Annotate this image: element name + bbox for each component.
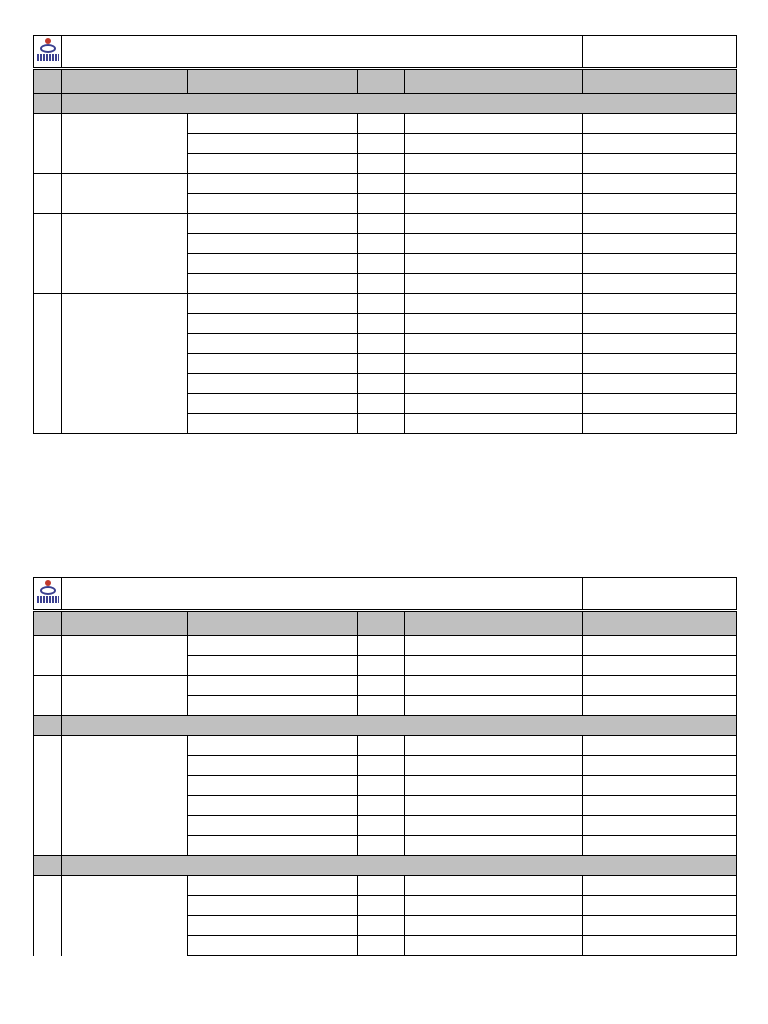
- form-sheet-1: [33, 35, 736, 434]
- description-cell[interactable]: [188, 194, 358, 214]
- status-cell[interactable]: [583, 174, 737, 194]
- col-header-qty: [358, 69, 405, 94]
- remarks-cell[interactable]: [405, 294, 583, 314]
- remarks-cell[interactable]: [405, 394, 583, 414]
- description-cell[interactable]: [188, 394, 358, 414]
- qty-cell[interactable]: [358, 656, 405, 676]
- group-item-cell: [62, 114, 188, 174]
- table-row: [34, 294, 737, 314]
- remarks-cell[interactable]: [405, 134, 583, 154]
- group-number-cell: [34, 736, 62, 856]
- description-cell[interactable]: [188, 916, 358, 936]
- status-cell[interactable]: [583, 756, 737, 776]
- status-cell[interactable]: [583, 354, 737, 374]
- description-cell[interactable]: [188, 114, 358, 134]
- status-cell[interactable]: [583, 936, 737, 956]
- form-title-cell: [62, 36, 583, 69]
- group-item-cell: [62, 214, 188, 294]
- description-cell[interactable]: [188, 414, 358, 434]
- qty-cell[interactable]: [358, 234, 405, 254]
- qty-cell[interactable]: [358, 796, 405, 816]
- col-header-no: [34, 611, 62, 636]
- col-header-no: [34, 69, 62, 94]
- remarks-cell[interactable]: [405, 756, 583, 776]
- remarks-cell[interactable]: [405, 174, 583, 194]
- form-header-row: [34, 36, 737, 69]
- remarks-cell[interactable]: [405, 836, 583, 856]
- logo-cell: [34, 578, 62, 611]
- status-cell[interactable]: [583, 736, 737, 756]
- qty-cell[interactable]: [358, 294, 405, 314]
- qty-cell[interactable]: [358, 756, 405, 776]
- group-item-cell: [62, 294, 188, 434]
- status-cell[interactable]: [583, 154, 737, 174]
- form-title-cell: [62, 578, 583, 611]
- description-cell[interactable]: [188, 294, 358, 314]
- description-cell[interactable]: [188, 354, 358, 374]
- qty-cell[interactable]: [358, 174, 405, 194]
- section-row: [34, 856, 737, 876]
- description-cell[interactable]: [188, 234, 358, 254]
- remarks-cell[interactable]: [405, 796, 583, 816]
- status-cell[interactable]: [583, 876, 737, 896]
- company-logo-icon: [37, 579, 59, 605]
- description-cell[interactable]: [188, 254, 358, 274]
- qty-cell[interactable]: [358, 836, 405, 856]
- description-cell[interactable]: [188, 756, 358, 776]
- table-row: [34, 174, 737, 194]
- form-sheet-2: [33, 577, 736, 956]
- status-cell[interactable]: [583, 896, 737, 916]
- section-title-cell: [62, 856, 737, 876]
- description-cell[interactable]: [188, 816, 358, 836]
- remarks-cell[interactable]: [405, 114, 583, 134]
- description-cell[interactable]: [188, 214, 358, 234]
- status-cell[interactable]: [583, 836, 737, 856]
- group-item-cell: [62, 636, 188, 676]
- status-cell[interactable]: [583, 656, 737, 676]
- group-number-cell: [34, 114, 62, 174]
- status-cell[interactable]: [583, 194, 737, 214]
- description-cell[interactable]: [188, 876, 358, 896]
- status-cell[interactable]: [583, 234, 737, 254]
- remarks-cell[interactable]: [405, 916, 583, 936]
- col-header-description: [188, 611, 358, 636]
- section-number-cell: [34, 856, 62, 876]
- qty-cell[interactable]: [358, 314, 405, 334]
- qty-cell[interactable]: [358, 636, 405, 656]
- description-cell[interactable]: [188, 796, 358, 816]
- status-cell[interactable]: [583, 134, 737, 154]
- status-cell[interactable]: [583, 916, 737, 936]
- remarks-cell[interactable]: [405, 656, 583, 676]
- qty-cell[interactable]: [358, 676, 405, 696]
- group-item-cell: [62, 676, 188, 716]
- col-header-remarks: [405, 611, 583, 636]
- section-title-cell: [62, 716, 737, 736]
- table-row: [34, 114, 737, 134]
- remarks-cell[interactable]: [405, 214, 583, 234]
- qty-cell[interactable]: [358, 896, 405, 916]
- remarks-cell[interactable]: [405, 314, 583, 334]
- remarks-cell[interactable]: [405, 696, 583, 716]
- qty-cell[interactable]: [358, 194, 405, 214]
- qty-cell[interactable]: [358, 354, 405, 374]
- table-row: [34, 214, 737, 234]
- qty-cell[interactable]: [358, 374, 405, 394]
- remarks-cell[interactable]: [405, 776, 583, 796]
- remarks-cell[interactable]: [405, 676, 583, 696]
- qty-cell[interactable]: [358, 214, 405, 234]
- table-row: [34, 636, 737, 656]
- qty-cell[interactable]: [358, 776, 405, 796]
- qty-cell[interactable]: [358, 414, 405, 434]
- group-number-cell: [34, 294, 62, 434]
- remarks-cell[interactable]: [405, 816, 583, 836]
- description-cell[interactable]: [188, 334, 358, 354]
- status-cell[interactable]: [583, 414, 737, 434]
- group-number-cell: [34, 636, 62, 676]
- remarks-cell[interactable]: [405, 374, 583, 394]
- qty-cell[interactable]: [358, 134, 405, 154]
- status-cell[interactable]: [583, 114, 737, 134]
- qty-cell[interactable]: [358, 696, 405, 716]
- description-cell[interactable]: [188, 174, 358, 194]
- group-number-cell: [34, 214, 62, 294]
- description-cell[interactable]: [188, 374, 358, 394]
- group-item-cell: [62, 174, 188, 214]
- status-cell[interactable]: [583, 816, 737, 836]
- section-row: [34, 94, 737, 114]
- qty-cell[interactable]: [358, 736, 405, 756]
- description-cell[interactable]: [188, 656, 358, 676]
- remarks-cell[interactable]: [405, 194, 583, 214]
- qty-cell[interactable]: [358, 274, 405, 294]
- remarks-cell[interactable]: [405, 896, 583, 916]
- qty-cell[interactable]: [358, 114, 405, 134]
- col-header-item: [62, 611, 188, 636]
- table-row: [34, 736, 737, 756]
- qty-cell[interactable]: [358, 254, 405, 274]
- group-number-cell: [34, 174, 62, 214]
- col-header-qty: [358, 611, 405, 636]
- qty-cell[interactable]: [358, 936, 405, 956]
- status-cell[interactable]: [583, 294, 737, 314]
- status-cell[interactable]: [583, 776, 737, 796]
- col-header-status: [583, 69, 737, 94]
- section-number-cell: [34, 94, 62, 114]
- column-header-row: [34, 611, 737, 636]
- status-cell[interactable]: [583, 334, 737, 354]
- remarks-cell[interactable]: [405, 636, 583, 656]
- company-logo-icon: [37, 37, 59, 63]
- qty-cell[interactable]: [358, 916, 405, 936]
- status-cell[interactable]: [583, 796, 737, 816]
- description-cell[interactable]: [188, 776, 358, 796]
- remarks-cell[interactable]: [405, 154, 583, 174]
- column-header-row: [34, 69, 737, 94]
- description-cell[interactable]: [188, 696, 358, 716]
- section-row: [34, 716, 737, 736]
- qty-cell[interactable]: [358, 394, 405, 414]
- description-cell[interactable]: [188, 314, 358, 334]
- status-cell[interactable]: [583, 254, 737, 274]
- status-cell[interactable]: [583, 374, 737, 394]
- status-cell[interactable]: [583, 314, 737, 334]
- description-cell[interactable]: [188, 134, 358, 154]
- remarks-cell[interactable]: [405, 254, 583, 274]
- group-number-cell: [34, 676, 62, 716]
- remarks-cell[interactable]: [405, 736, 583, 756]
- table-row: [34, 676, 737, 696]
- table-row: [34, 876, 737, 896]
- status-cell[interactable]: [583, 676, 737, 696]
- description-cell[interactable]: [188, 274, 358, 294]
- remarks-cell[interactable]: [405, 876, 583, 896]
- form-doc-number-cell: [583, 578, 737, 611]
- remarks-cell[interactable]: [405, 274, 583, 294]
- group-item-cell: [62, 736, 188, 856]
- description-cell[interactable]: [188, 736, 358, 756]
- status-cell[interactable]: [583, 274, 737, 294]
- remarks-cell[interactable]: [405, 334, 583, 354]
- qty-cell[interactable]: [358, 816, 405, 836]
- form-table-2: [33, 577, 737, 956]
- qty-cell[interactable]: [358, 334, 405, 354]
- section-number-cell: [34, 716, 62, 736]
- col-header-item: [62, 69, 188, 94]
- group-item-cell: [62, 876, 188, 956]
- qty-cell[interactable]: [358, 876, 405, 896]
- logo-cell: [34, 36, 62, 69]
- col-header-remarks: [405, 69, 583, 94]
- form-header-row: [34, 578, 737, 611]
- status-cell[interactable]: [583, 696, 737, 716]
- remarks-cell[interactable]: [405, 936, 583, 956]
- description-cell[interactable]: [188, 154, 358, 174]
- description-cell[interactable]: [188, 636, 358, 656]
- status-cell[interactable]: [583, 214, 737, 234]
- description-cell[interactable]: [188, 936, 358, 956]
- section-title-cell: [62, 94, 737, 114]
- description-cell[interactable]: [188, 676, 358, 696]
- remarks-cell[interactable]: [405, 354, 583, 374]
- description-cell[interactable]: [188, 836, 358, 856]
- col-header-status: [583, 611, 737, 636]
- qty-cell[interactable]: [358, 154, 405, 174]
- group-number-cell: [34, 876, 62, 956]
- description-cell[interactable]: [188, 896, 358, 916]
- form-doc-number-cell: [583, 36, 737, 69]
- status-cell[interactable]: [583, 636, 737, 656]
- remarks-cell[interactable]: [405, 414, 583, 434]
- col-header-description: [188, 69, 358, 94]
- form-table-1: [33, 35, 737, 434]
- status-cell[interactable]: [583, 394, 737, 414]
- remarks-cell[interactable]: [405, 234, 583, 254]
